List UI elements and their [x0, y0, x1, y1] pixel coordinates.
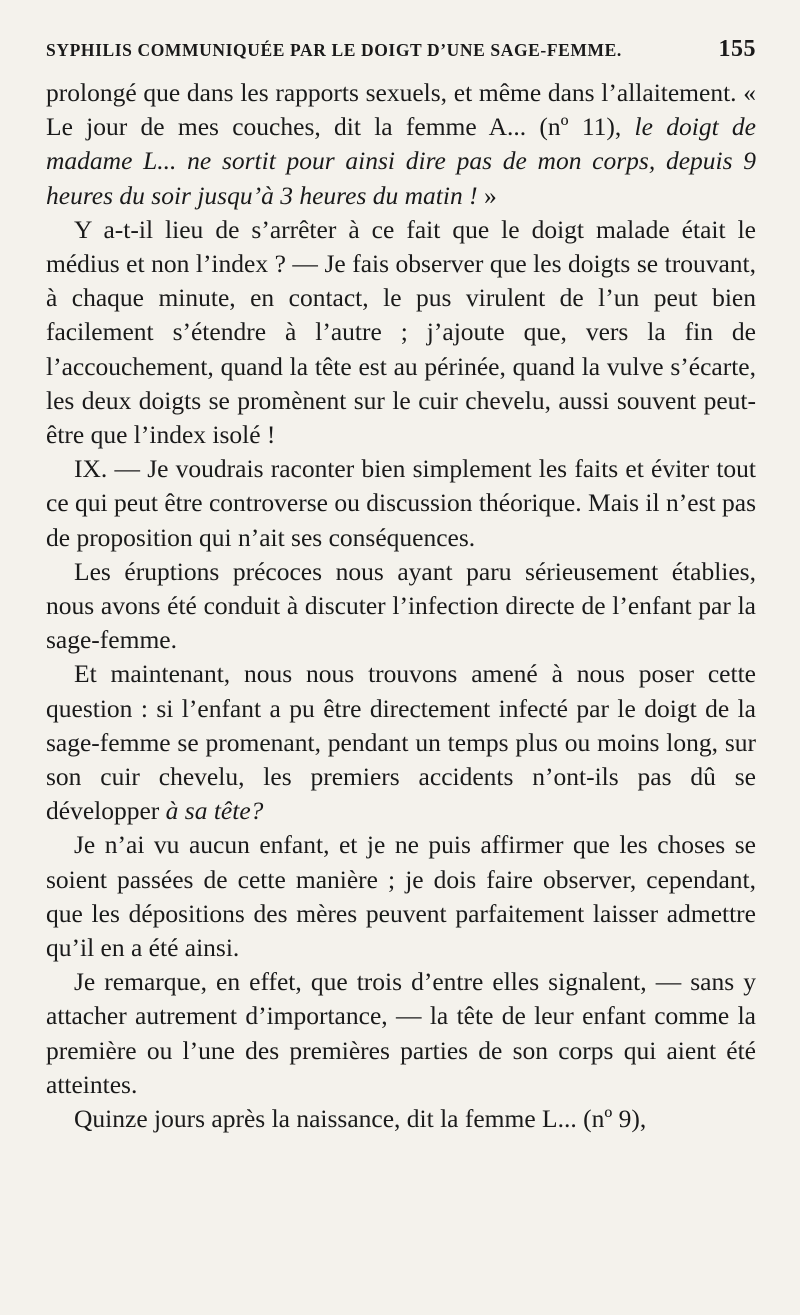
text-run: Les éruptions précoces nous ayant paru sérieusement établies, nous avons été conduit à discuter l’infection directe de l’enfant par la sage-femme. — [46, 556, 756, 655]
text-run: Y a-t-il lieu de s’arrêter à ce fait que le doigt malade était le médius et non l’index ? — Je fais observer que les doigts se trouvant, à chaque minute, en contact, le pus virulent de l’un peut bien facilement s’étendre à l’autre ; j’ajoute que, vers la fin de l’accouchement, quand la tête est au périnée, quand la vulve s’écarte, les deux doigts se promènent sur le cuir chevelu, aussi souvent peut-être que l’index isolé ! — [46, 214, 756, 450]
running-title: SYPHILIS COMMUNIQUÉE PAR LE DOIGT D’UNE SAGE-FEMME. — [46, 40, 622, 60]
italic-phrase: à sa tête? — [165, 796, 264, 826]
text-run: » — [477, 180, 497, 210]
paragraph — [46, 1102, 756, 1136]
paragraph — [46, 76, 756, 213]
paragraph — [46, 452, 756, 555]
text-run: Et maintenant, nous nous trouvons amené à nous poser cette question : si l’enfant a pu être directement infecté par le doigt de la sage-femme se promenant, pendant un temps plus ou moins long, sur son cuir chevelu, les premiers accidents n’ont-ils pas dû se développer — [46, 659, 756, 826]
paragraph — [46, 555, 756, 658]
paragraph — [46, 828, 756, 965]
page-header — [46, 36, 756, 76]
text-run: Je remarque, en effet, que trois d’entre elles signalent, — sans y attacher autrement d’importance, — la tête de leur enfant comme la première ou l’une des premières parties de son corps qui aient été atteintes. — [46, 967, 756, 1099]
text-run: Quinze jours après la naissance, dit la femme L... (nº 9), — [74, 1104, 647, 1134]
paragraph — [46, 213, 756, 452]
body-text — [46, 76, 756, 1136]
text-run: IX. — Je voudrais raconter bien simplement les faits et éviter tout ce qui peut être controverse ou discussion théorique. Mais il n’est pas de proposition qui n’ait ses conséquences. — [46, 454, 756, 552]
paragraph — [46, 965, 756, 1102]
text-run: prolongé que dans les rapports sexuels, et même dans l’allaitement. « Le jour de mes couches, dit la femme A... (nº 11), — [46, 78, 756, 142]
paragraph — [46, 657, 756, 828]
italic-quote: le doigt de madame L... ne sortit pour ainsi dire pas de mon corps, depuis 9 heures du soir jusqu’à 3 heures du matin ! — [46, 112, 756, 210]
text-run: Je n’ai vu aucun enfant, et je ne puis affirmer que les choses se soient passées de cette manière ; je dois faire observer, cependant, que les dépositions des mères peuvent parfaitement laisser admettre qu’il en a été ainsi. — [46, 830, 756, 963]
page-number: 155 — [718, 36, 756, 62]
